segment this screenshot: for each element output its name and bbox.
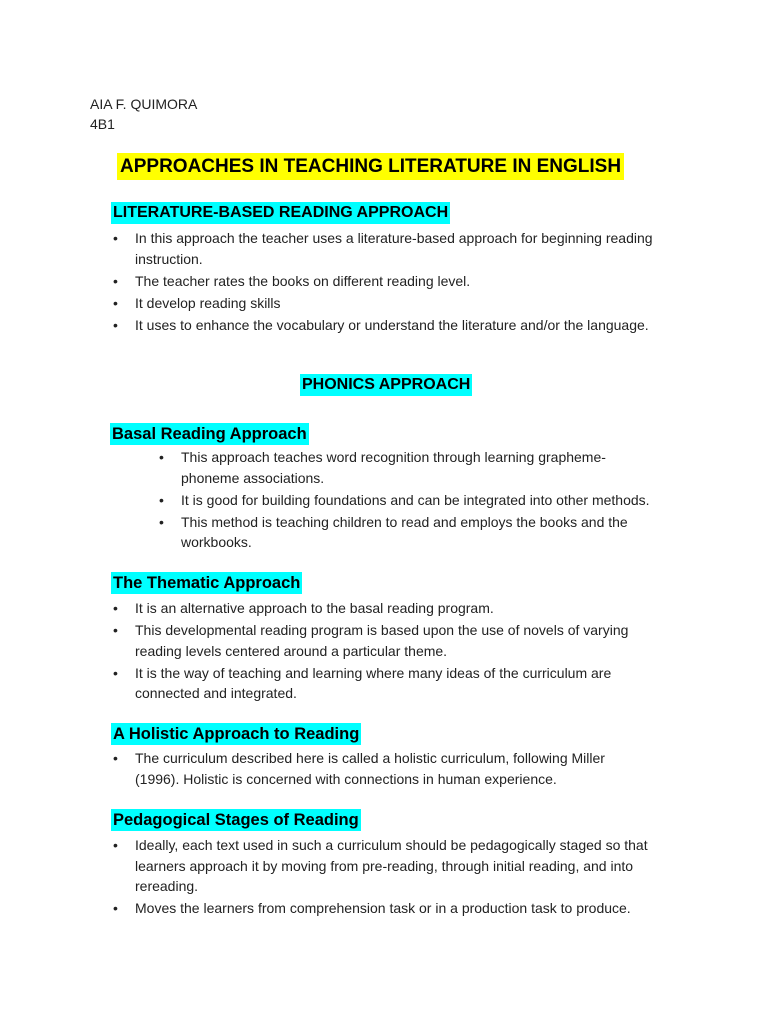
list-item: • In this approach the teacher uses a literature-based approach for beginning reading instruction.: [111, 228, 656, 269]
author-name: AIA F. QUIMORA: [90, 96, 198, 112]
bullet-list-holistic: [111, 748, 651, 791]
list-item: • The curriculum described here is called a holistic curriculum, following Miller (1996). Holistic is concerned with connections in human experience.: [111, 748, 651, 789]
author-block: [90, 94, 197, 134]
list-item: • It is the way of teaching and learning where many ideas of the curriculum are connected and integrated.: [111, 663, 671, 704]
section-heading-holistic: A Holistic Approach to Reading: [113, 725, 360, 743]
list-item: • Moves the learners from comprehension task or in a production task to produce.: [111, 898, 681, 919]
list-item: • It is good for building foundations and can be integrated into other methods.: [157, 490, 657, 511]
list-item: • It uses to enhance the vocabulary or understand the literature and/or the language.: [111, 315, 656, 336]
section-heading-thematic: The Thematic Approach: [113, 574, 301, 592]
list-item: • The teacher rates the books on different reading level.: [111, 271, 656, 292]
bullet-list-literature-based: [111, 228, 656, 337]
author-section: 4B1: [90, 116, 115, 132]
bullet-list-basal: [157, 447, 657, 554]
section-heading-pedagogical: Pedagogical Stages of Reading: [113, 811, 359, 829]
section-heading-literature-based: LITERATURE-BASED READING APPROACH: [111, 202, 450, 224]
bullet-list-thematic: [111, 598, 671, 705]
list-item: • This developmental reading program is based upon the use of novels of varying reading levels centered around a particular theme.: [111, 620, 671, 661]
bullet-list-pedagogical: [111, 835, 681, 920]
section-heading-phonics: PHONICS APPROACH: [300, 374, 472, 396]
list-item: • It develop reading skills: [111, 293, 656, 314]
list-item: • This approach teaches word recognition through learning grapheme-phoneme associations.: [157, 447, 657, 488]
list-item: • It is an alternative approach to the basal reading program.: [111, 598, 671, 619]
list-item: • This method is teaching children to read and employs the books and the workbooks.: [157, 512, 657, 553]
section-heading-basal: Basal Reading Approach: [112, 425, 307, 443]
document-title: APPROACHES IN TEACHING LITERATURE IN ENGLISH: [117, 153, 624, 180]
list-item: • Ideally, each text used in such a curriculum should be pedagogically staged so that learners approach it by moving from pre-reading, through initial reading, and into rereading.: [111, 835, 681, 897]
